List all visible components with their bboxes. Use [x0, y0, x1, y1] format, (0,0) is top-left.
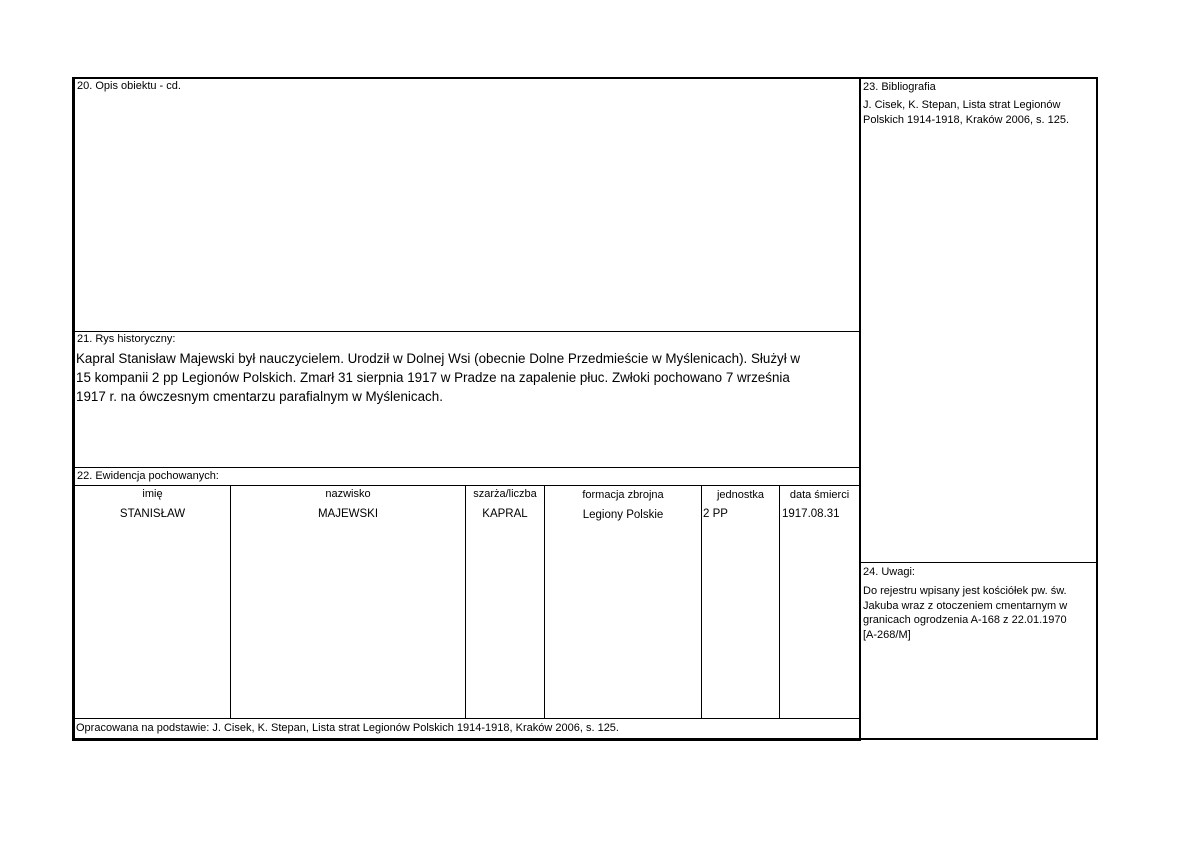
table-cell-imie: STANISŁAW [119, 508, 186, 520]
column-header-jednostka: jednostka [716, 489, 765, 501]
table-cell-data: 1917.08.31 [782, 508, 840, 520]
frame-right [1096, 77, 1098, 740]
remarks-line: Jakuba wraz z otoczeniem cmentarnym w [863, 599, 1068, 612]
separator-20-21 [72, 331, 861, 332]
section-22-label: 22. Ewidencja pochowanych: [77, 470, 219, 482]
col-divider-5 [779, 485, 780, 718]
separator-22-header [72, 485, 861, 486]
frame-bottom-right [859, 738, 1098, 740]
section-23-label: 23. Bibliografia [863, 81, 936, 93]
separator-footer [72, 718, 861, 719]
column-header-data: data śmierci [789, 489, 850, 501]
table-cell-szarza: KAPRAL [482, 508, 528, 520]
section-20-label: 20. Opis obiektu - cd. [77, 80, 181, 92]
column-header-imie: imię [142, 488, 163, 500]
frame-top [72, 77, 1098, 79]
column-header-nazwisko: nazwisko [325, 488, 371, 500]
bibliography-line: J. Cisek, K. Stepan, Lista strat Legionów [863, 99, 1061, 111]
section-24-label: 24. Uwagi: [863, 566, 915, 578]
column-header-formacja: formacja zbrojna [582, 489, 664, 501]
bibliography-line: Polskich 1914-1918, Kraków 2006, s. 125. [863, 113, 1070, 126]
historical-text-line: 15 kompanii 2 pp Legionów Polskich. Zmarł 31 sierpnia 1917 w Pradze na zapalenie płuc. Zwłoki pochowano 7 września [76, 370, 790, 385]
frame-left [72, 77, 75, 741]
table-cell-nazwisko: MAJEWSKI [317, 508, 379, 520]
section-21-label: 21. Rys historyczny: [77, 333, 176, 345]
col-divider-4 [701, 485, 702, 718]
remarks-line: [A-268/M] [863, 628, 911, 641]
historical-text-line: Kapral Stanisław Majewski był nauczycielem. Urodził w Dolnej Wsi (obecnie Dolne Przedmieście w Myślenicach). Służył w [76, 351, 801, 366]
column-header-szarza: szarża/liczba [473, 488, 537, 500]
table-cell-formacja: Legiony Polskie [582, 509, 664, 521]
frame-divider [859, 77, 861, 740]
remarks-line: Do rejestru wpisany jest kościółek pw. św. [863, 585, 1067, 597]
remarks-line: granicach ogrodzenia A-168 z 22.01.1970 [863, 614, 1067, 626]
remarks-text [863, 584, 1095, 642]
source-note: Opracowana na podstawie: J. Cisek, K. Stepan, Lista strat Legionów Polskich 1914-1918, Kraków 2006, s. 125. [76, 722, 619, 734]
table-cell-jednostka: 2 PP [703, 508, 728, 520]
historical-text-line: 1917 r. na ówczesnym cmentarzu parafialnym w Myślenicach. [76, 389, 443, 404]
historical-text [76, 349, 858, 406]
bibliography-text [863, 98, 1095, 127]
frame-bottom-left [72, 738, 861, 741]
separator-23-24 [859, 562, 1098, 563]
separator-21-22 [72, 467, 861, 468]
